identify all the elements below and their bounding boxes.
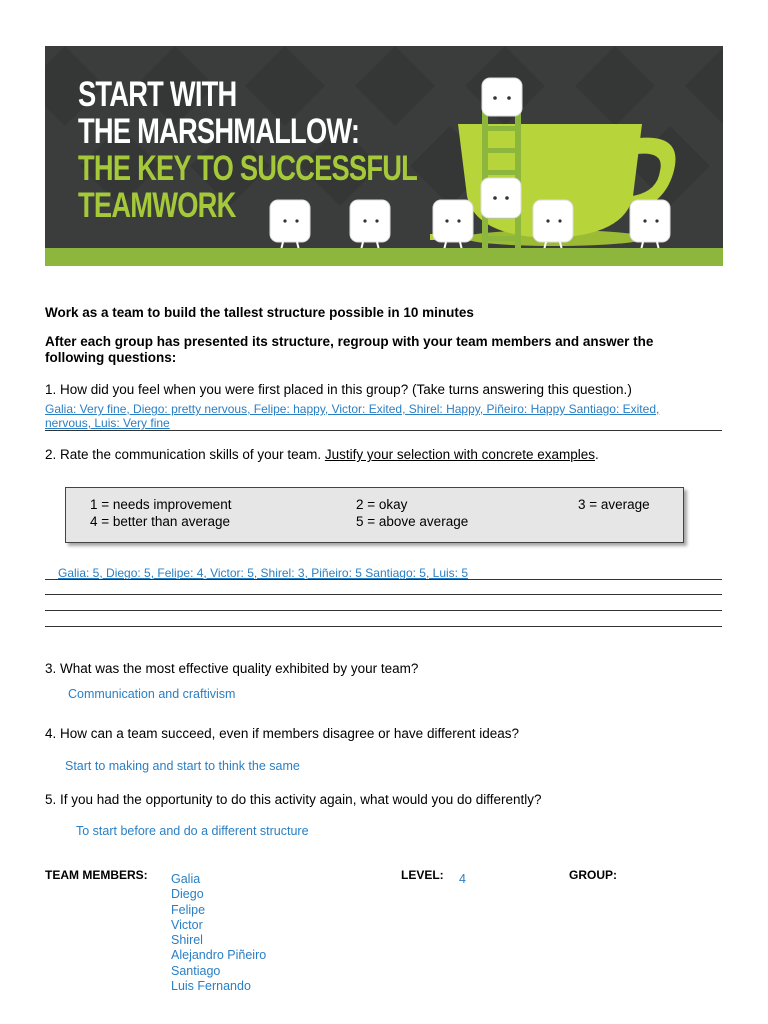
instruction-line-2b: following questions: <box>45 350 177 365</box>
team-member: Felipe <box>171 902 206 917</box>
scale-2: 2 = okay <box>356 497 408 512</box>
scale-1: 1 = needs improvement <box>90 497 232 512</box>
answer-line <box>45 610 722 611</box>
answer-line <box>45 594 722 595</box>
question-3: 3. What was the most effective quality exhibited by your team? <box>45 661 419 676</box>
answer-1-line1[interactable]: Galia: Very fine, Diego: pretty nervous, Felipe: happy, Victor: Exited, Shirel: Happy, Piñeiro: Happy Santiago: Exited, <box>45 402 660 416</box>
team-member: Luis Fernando <box>171 979 251 994</box>
level-label: LEVEL: <box>401 868 444 882</box>
rating-scale-box <box>65 487 684 543</box>
answer-line <box>45 430 722 431</box>
question-2-suffix: . <box>595 447 599 462</box>
question-2-prefix: 2. Rate the communication skills of your team. <box>45 447 325 462</box>
question-5: 5. If you had the opportunity to do this activity again, what would you do differently? <box>45 792 542 807</box>
banner-title-line2: THE MARSHMALLOW: <box>78 112 360 151</box>
answer-4[interactable]: Start to making and start to think the same <box>65 759 300 773</box>
banner-green-strip <box>45 248 723 266</box>
team-member: Santiago <box>171 963 221 978</box>
team-members-list[interactable] <box>171 872 266 994</box>
banner-title <box>78 76 417 224</box>
team-member: Alejandro Piñeiro <box>171 948 267 963</box>
level-value[interactable]: 4 <box>459 872 466 886</box>
question-4: 4. How can a team succeed, even if members disagree or have different ideas? <box>45 726 520 741</box>
team-member: Diego <box>171 887 204 902</box>
question-1: 1. How did you feel when you were first placed in this group? (Take turns answering this question.) <box>45 382 632 397</box>
team-member: Galia <box>171 872 201 886</box>
scale-3: 3 = average <box>578 497 650 512</box>
instruction-line-1: Work as a team to build the tallest structure possible in 10 minutes <box>45 305 474 320</box>
answer-line <box>45 579 722 580</box>
scale-4: 4 = better than average <box>90 514 230 529</box>
group-label: GROUP: <box>569 868 617 882</box>
question-2 <box>45 447 599 462</box>
instruction-line-2a: After each group has presented its structure, regroup with your team members and answer the <box>45 334 654 349</box>
answer-2[interactable]: Galia: 5, Diego: 5, Felipe: 4, Victor: 5, Shirel: 3, Piñeiro: 5 Santiago: 5, Luis: 5 <box>58 566 469 580</box>
question-2-underlined: Justify your selection with concrete examples <box>324 447 595 462</box>
answer-3[interactable]: Communication and craftivism <box>68 687 236 701</box>
team-member: Shirel <box>171 933 203 948</box>
answer-5[interactable]: To start before and do a different structure <box>76 824 309 838</box>
scale-5: 5 = above average <box>356 514 469 529</box>
header-banner <box>45 46 723 266</box>
banner-title-line4: TEAMWORK <box>78 186 236 225</box>
answer-line <box>45 626 722 627</box>
banner-title-line1: START WITH <box>78 75 237 114</box>
banner-title-line3: THE KEY TO SUCCESSFUL <box>78 149 418 188</box>
answer-1-line2[interactable]: nervous, Luis: Very fine <box>45 416 170 430</box>
team-member: Victor <box>171 917 203 932</box>
team-members-label: TEAM MEMBERS: <box>45 868 148 882</box>
